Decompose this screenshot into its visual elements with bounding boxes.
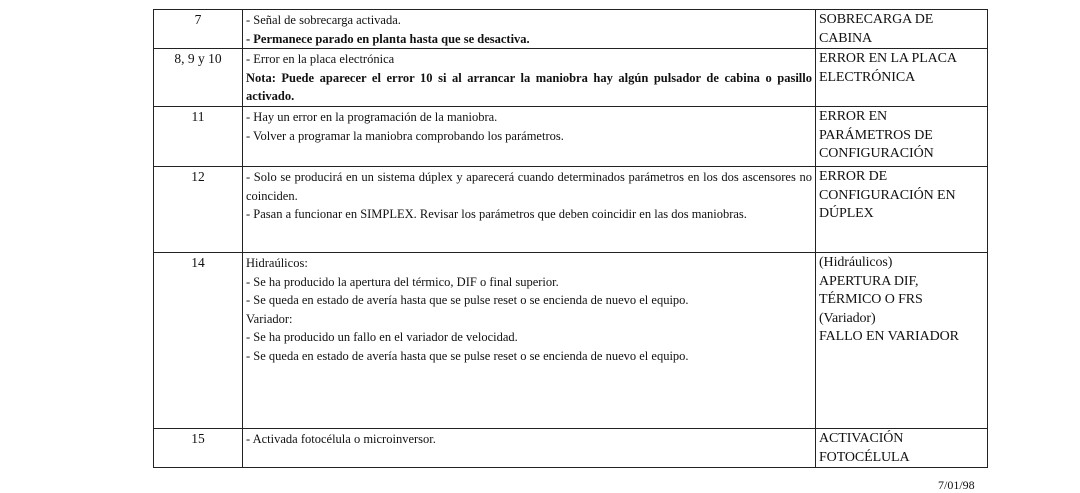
description-line: Hidraúlicos: <box>246 256 308 270</box>
description-line: - Se ha producido la apertura del térmico, DIF o final superior. <box>246 274 559 289</box>
description-note <box>246 69 812 106</box>
error-name-line: (Variador) <box>819 310 876 326</box>
error-name-line: SOBRECARGA DE <box>819 12 934 27</box>
note-text: Puede aparecer el error 10 si al arrancar la maniobra hay algún pulsador de cabina o pasillo activado. <box>246 70 812 103</box>
description-line: - Error en la placa electrónica <box>246 52 395 66</box>
error-code: 8, 9 y 10 <box>154 49 243 107</box>
table-row <box>154 253 988 429</box>
error-name-line: FOTOCÉLULA <box>819 449 910 465</box>
error-description <box>243 107 816 167</box>
error-name-line: ELECTRÓNICA <box>819 69 916 85</box>
error-code: 15 <box>154 429 243 468</box>
error-code: 7 <box>154 10 243 49</box>
error-name-line: ERROR EN <box>819 109 888 124</box>
error-name-line: TÉRMICO O FRS <box>819 292 923 307</box>
description-line: - Permanece parado en planta hasta que se desactiva. <box>246 31 530 46</box>
error-name <box>816 429 988 468</box>
error-codes-table <box>153 9 988 468</box>
description-line: - Señal de sobrecarga activada. <box>246 13 401 27</box>
description-line: - Se queda en estado de avería hasta que se pulse reset o se encienda de nuevo el equipo. <box>246 293 689 307</box>
error-description <box>243 10 816 49</box>
description-line: - Activada fotocélula o microinversor. <box>246 432 436 446</box>
description-line: - Hay un error en la programación de la maniobra. <box>246 110 498 124</box>
table-row <box>154 107 988 167</box>
error-name-line: CONFIGURACIÓN EN <box>819 187 956 203</box>
description-line: Variador: <box>246 311 293 326</box>
error-name-line: PARÁMETROS DE <box>819 127 933 143</box>
error-name <box>816 49 988 107</box>
error-name-line: CABINA <box>819 30 873 46</box>
table-row <box>154 167 988 253</box>
error-name <box>816 167 988 253</box>
error-description <box>243 167 816 253</box>
table-row <box>154 429 988 468</box>
description-line: - Pasan a funcionar en SIMPLEX. Revisar los parámetros que deben coincidir en las dos maniobras. <box>246 207 747 221</box>
error-description <box>243 49 816 107</box>
error-name-line: (Hidráulicos) <box>819 255 893 270</box>
note-label: Nota: <box>246 70 276 85</box>
page-date: 7/01/98 <box>938 478 975 492</box>
error-name-line: ERROR DE <box>819 169 888 184</box>
error-name-line: APERTURA DIF, <box>819 273 919 289</box>
error-description <box>243 253 816 429</box>
error-name-line: ACTIVACIÓN <box>819 431 904 446</box>
error-name-line: DÚPLEX <box>819 206 874 221</box>
error-name-line: FALLO EN VARIADOR <box>819 329 959 344</box>
description-line: - Se ha producido un fallo en el variador de velocidad. <box>246 330 518 344</box>
error-name-line: CONFIGURACIÓN <box>819 146 934 161</box>
error-name <box>816 253 988 429</box>
error-code: 14 <box>154 253 243 429</box>
table-row <box>154 10 988 49</box>
description-line: - Volver a programar la maniobra comprobando los parámetros. <box>246 128 564 143</box>
table-row <box>154 49 988 107</box>
description-line: - Se queda en estado de avería hasta que se pulse reset o se encienda de nuevo el equipo. <box>246 348 689 363</box>
error-name <box>816 107 988 167</box>
error-code: 11 <box>154 107 243 167</box>
error-description <box>243 429 816 468</box>
error-name-line: ERROR EN LA PLACA <box>819 51 957 66</box>
error-name <box>816 10 988 49</box>
description-line: - Solo se producirá en un sistema dúplex y aparecerá cuando determinados parámetros en los dos ascensores no coinciden. <box>246 170 812 203</box>
error-code: 12 <box>154 167 243 253</box>
